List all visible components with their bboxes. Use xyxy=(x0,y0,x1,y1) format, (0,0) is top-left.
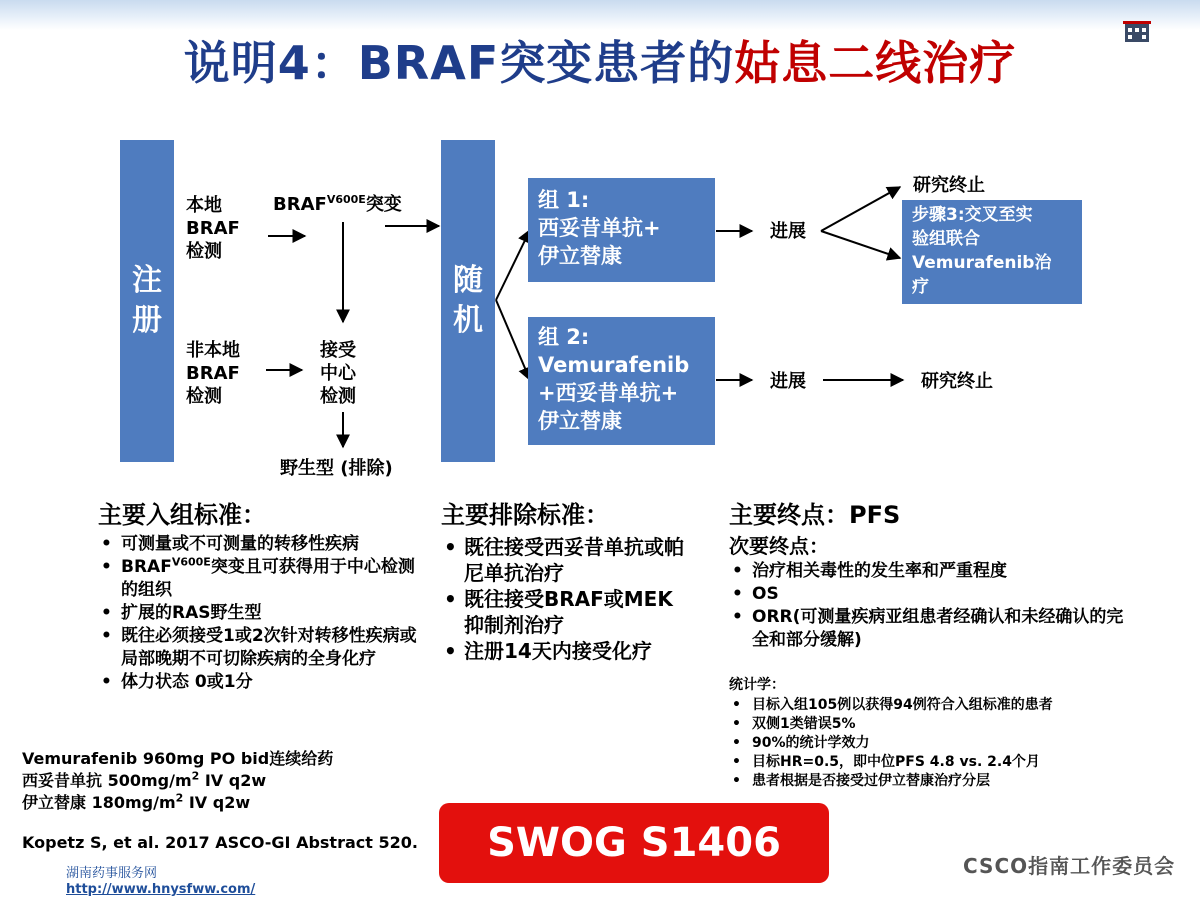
nonlocal-test-line: 检测 xyxy=(186,386,222,407)
group2-line: 伊立替康 xyxy=(538,409,622,433)
progression-label-2: 进展 xyxy=(770,371,806,392)
dose-text: 伊立替康 180mg/m xyxy=(22,793,176,812)
list-item: • 目标入组105例以获得94例符合入组标准的患者 xyxy=(729,696,1139,715)
braf-mutation-label xyxy=(273,193,402,216)
dose-sup: 2 xyxy=(191,769,200,783)
braf-sup: V600E xyxy=(171,555,211,569)
dosing-block xyxy=(22,748,333,814)
central-test-line: 检测 xyxy=(320,386,356,407)
local-test-label xyxy=(186,194,240,263)
central-test-label xyxy=(320,339,356,408)
wildtype-label: 野生型 (排除) xyxy=(280,458,393,479)
nonlocal-test-label xyxy=(186,339,240,408)
arrow-random-to-group2 xyxy=(496,300,530,380)
list-item: • 双侧1类错误5% xyxy=(729,715,1139,734)
central-test-line: 中心 xyxy=(320,363,356,384)
list-item: • OS xyxy=(729,583,1139,606)
braf-base: BRAF xyxy=(273,194,327,215)
group2-box xyxy=(528,317,715,445)
local-test-line: BRAF xyxy=(186,218,240,239)
list-item xyxy=(98,556,428,602)
end-study-label-1: 研究终止 xyxy=(913,175,985,196)
inclusion-header: 主要入组标准： xyxy=(98,501,266,529)
watermark-name: 湖南药事服务网 xyxy=(66,866,158,881)
group1-line: 西妥昔单抗+ xyxy=(538,216,661,240)
item-text: 突变且可获得用于中心检测的组织 xyxy=(121,557,415,600)
dose-text: 西妥昔单抗 500mg/m xyxy=(22,771,192,790)
exclusion-header: 主要排除标准： xyxy=(441,501,609,529)
stats-header: 统计学： xyxy=(729,677,785,693)
group2-line: Vemurafenib xyxy=(538,353,690,377)
group1-line: 组 1: xyxy=(538,188,590,212)
group2-line: 组 2: xyxy=(538,325,590,349)
list-item: • 既往接受BRAF或MEK抑制剂治疗 xyxy=(441,586,691,638)
list-item: • 既往必须接受1或2次针对转移性疾病或局部晚期不可切除疾病的全身化疗 xyxy=(98,625,428,671)
list-item: • 体力状态 0或1分 xyxy=(98,671,428,694)
step3-line: 验组联合 xyxy=(912,229,980,249)
study-badge: SWOG S1406 xyxy=(439,803,829,883)
local-test-line: 本地 xyxy=(186,195,222,216)
list-item: • 治疗相关毒性的发生率和严重程度 xyxy=(729,560,1139,583)
braf-sup: V600E xyxy=(326,193,366,206)
progression-label-1: 进展 xyxy=(770,221,806,242)
nonlocal-test-line: 非本地 xyxy=(186,340,240,361)
register-bar xyxy=(120,140,174,462)
list-item: • 既往接受西妥昔单抗或帕尼单抗治疗 xyxy=(441,534,691,586)
list-item: • ORR(可测量疾病亚组患者经确认和未经确认的完全和部分缓解) xyxy=(729,606,1139,652)
local-test-line: 检测 xyxy=(186,241,222,262)
reference: Kopetz S, et al. 2017 ASCO-GI Abstract 520. xyxy=(22,833,418,852)
nonlocal-test-line: BRAF xyxy=(186,363,240,384)
stats-list xyxy=(729,696,1139,791)
group1-box xyxy=(528,178,715,282)
secondary-endpoint-header: 次要终点： xyxy=(729,534,829,558)
group2-line: +西妥昔单抗+ xyxy=(538,381,679,405)
secondary-endpoint-list xyxy=(729,560,1139,652)
title-part-red: 姑息二线治疗 xyxy=(734,36,1017,90)
randomize-label: 随机 xyxy=(453,263,483,338)
end-study-label-2: 研究终止 xyxy=(921,371,993,392)
dosing-line-2 xyxy=(22,770,333,792)
group1-line: 伊立替康 xyxy=(538,244,622,268)
footer-org: CSCO指南工作委员会 xyxy=(963,854,1176,878)
braf-prefix: BRAF xyxy=(121,557,172,577)
dosing-line-3 xyxy=(22,792,333,814)
title-part-blue: 说明4：BRAF突变患者的 xyxy=(183,36,735,90)
arrow-random-to-group1 xyxy=(496,230,530,300)
dose-sup: 2 xyxy=(175,791,184,805)
arrow-progression-to-step3 xyxy=(821,231,900,258)
register-label: 注册 xyxy=(132,263,162,338)
step3-line: Vemurafenib治 xyxy=(912,253,1052,273)
braf-tail: 突变 xyxy=(365,194,402,215)
watermark-url[interactable]: http://www.hnysfww.com/ xyxy=(66,882,256,897)
step3-line: 疗 xyxy=(912,277,929,297)
list-item: • 可测量或不可测量的转移性疾病 xyxy=(98,533,428,556)
list-item: • 注册14天内接受化疗 xyxy=(441,638,691,664)
step3-line: 步骤3:交叉至实 xyxy=(912,205,1033,225)
arrow-progression-to-end xyxy=(821,187,900,231)
list-item: • 目标HR=0.5，即中位PFS 4.8 vs. 2.4个月 xyxy=(729,753,1139,772)
randomize-bar xyxy=(441,140,495,462)
list-item: • 扩展的RAS野生型 xyxy=(98,602,428,625)
primary-endpoint: 主要终点：PFS xyxy=(729,501,901,529)
inclusion-list xyxy=(98,533,428,694)
central-test-line: 接受 xyxy=(320,340,356,361)
dose-text: IV q2w xyxy=(199,771,267,790)
dosing-line-1: Vemurafenib 960mg PO bid连续给药 xyxy=(22,749,334,768)
exclusion-list xyxy=(441,534,691,664)
list-item: • 90%的统计学效力 xyxy=(729,734,1139,753)
step3-box xyxy=(902,200,1082,304)
dose-text: IV q2w xyxy=(183,793,251,812)
list-item: • 患者根据是否接受过伊立替康治疗分层 xyxy=(729,772,1139,791)
